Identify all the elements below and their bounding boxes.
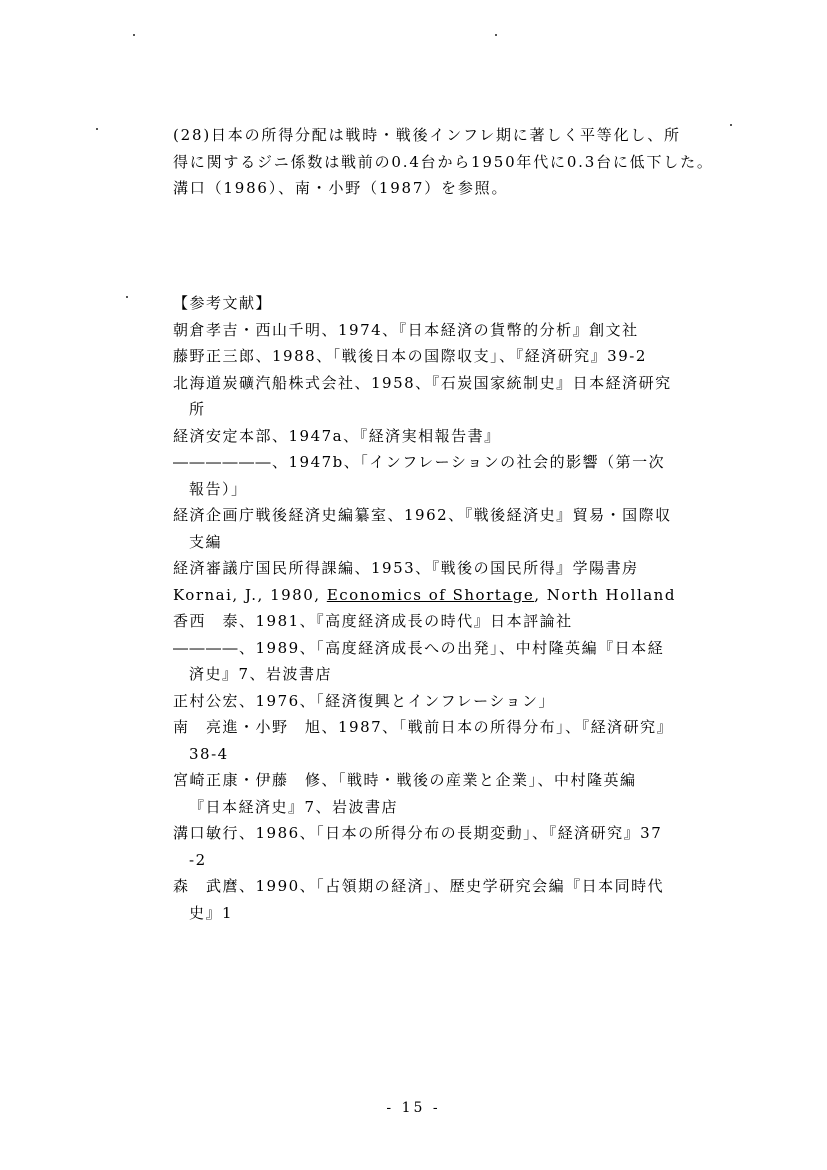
reference-entry-continuation: 史』1 [189, 903, 234, 922]
reference-entry: 経済安定本部、1947a、『経済実相報告書』 [173, 426, 501, 445]
reference-entry: 正村公宏、1976、「経済復興とインフレーション」 [173, 691, 555, 710]
reference-entry: 南 亮進・小野 旭、1987、「戦前日本の所得分布」、『経済研究』 [173, 718, 674, 736]
reference-entry: 香西 泰、1981、『高度経済成長の時代』日本評論社 [173, 612, 573, 630]
book-title-underlined: Economics of Shortage [326, 585, 535, 604]
reference-entry: ――――――、1947b、「インフレーションの社会的影響（第一次 [173, 453, 666, 471]
reference-entry: 溝口敏行、1986、「日本の所得分布の長期変動」、『経済研究』37 [173, 824, 663, 842]
reference-entry-continuation: 所 [189, 400, 206, 418]
reference-entry: 宮崎正康・伊藤 修、「戦時・戦後の産業と企業」、中村隆英編 [173, 771, 637, 789]
reference-entry: ――――、1989、「高度経済成長への出発」、中村隆英編『日本経 [173, 638, 665, 657]
scan-speck [133, 34, 135, 36]
reference-entry: 経済企画庁戦後経済史編纂室、1962、『戦後経済史』貿易・国際収 [173, 506, 672, 524]
references-section [173, 290, 713, 926]
reference-entry: 藤野正三郎、1988、「戦後日本の国際収支」、『経済研究』39-2 [173, 347, 647, 365]
reference-entry-kornai: Kornai, J., 1980, Economics of Shortage, North Holland [173, 585, 676, 604]
reference-entry: 朝倉孝吉・西山千明、1974、『日本経済の貨幣的分析』創文社 [173, 320, 639, 339]
reference-entry-continuation: -2 [189, 850, 207, 869]
reference-entry-continuation: 『日本経済史』7、岩波書店 [189, 797, 399, 816]
reference-entry: 北海道炭礦汽船株式会社、1958、『石炭国家統制史』日本経済研究 [173, 373, 672, 392]
footnote-line: (28)日本の所得分配は戦時・戦後インフレ期に著しく平等化し、所 [173, 126, 681, 144]
reference-entry: 森 武麿、1990、「占領期の経済」、歴史学研究会編『日本同時代 [173, 877, 665, 895]
reference-list [173, 317, 713, 927]
footnote-line: 溝口（1986）、南・小野（1987）を参照。 [173, 179, 509, 197]
footnote-28 [173, 122, 714, 202]
references-heading: 【参考文献】 [173, 294, 273, 312]
reference-entry-continuation: 済史』7、岩波書店 [189, 665, 333, 683]
page-number: - 15 - [386, 1100, 441, 1116]
scan-speck [730, 124, 732, 126]
scan-speck [126, 296, 128, 298]
reference-entry-continuation: 報告）」 [189, 479, 248, 498]
footnote-line: 得に関するジニ係数は戦前の0.4台から1950年代に0.3台に低下した。 [173, 152, 714, 171]
reference-entry-continuation: 支編 [189, 532, 223, 551]
reference-entry-continuation: 38-4 [189, 744, 229, 763]
scan-speck [96, 128, 98, 130]
scan-speck [495, 34, 497, 36]
reference-entry: 経済審議庁国民所得課編、1953、『戦後の国民所得』学陽書房 [173, 559, 639, 577]
